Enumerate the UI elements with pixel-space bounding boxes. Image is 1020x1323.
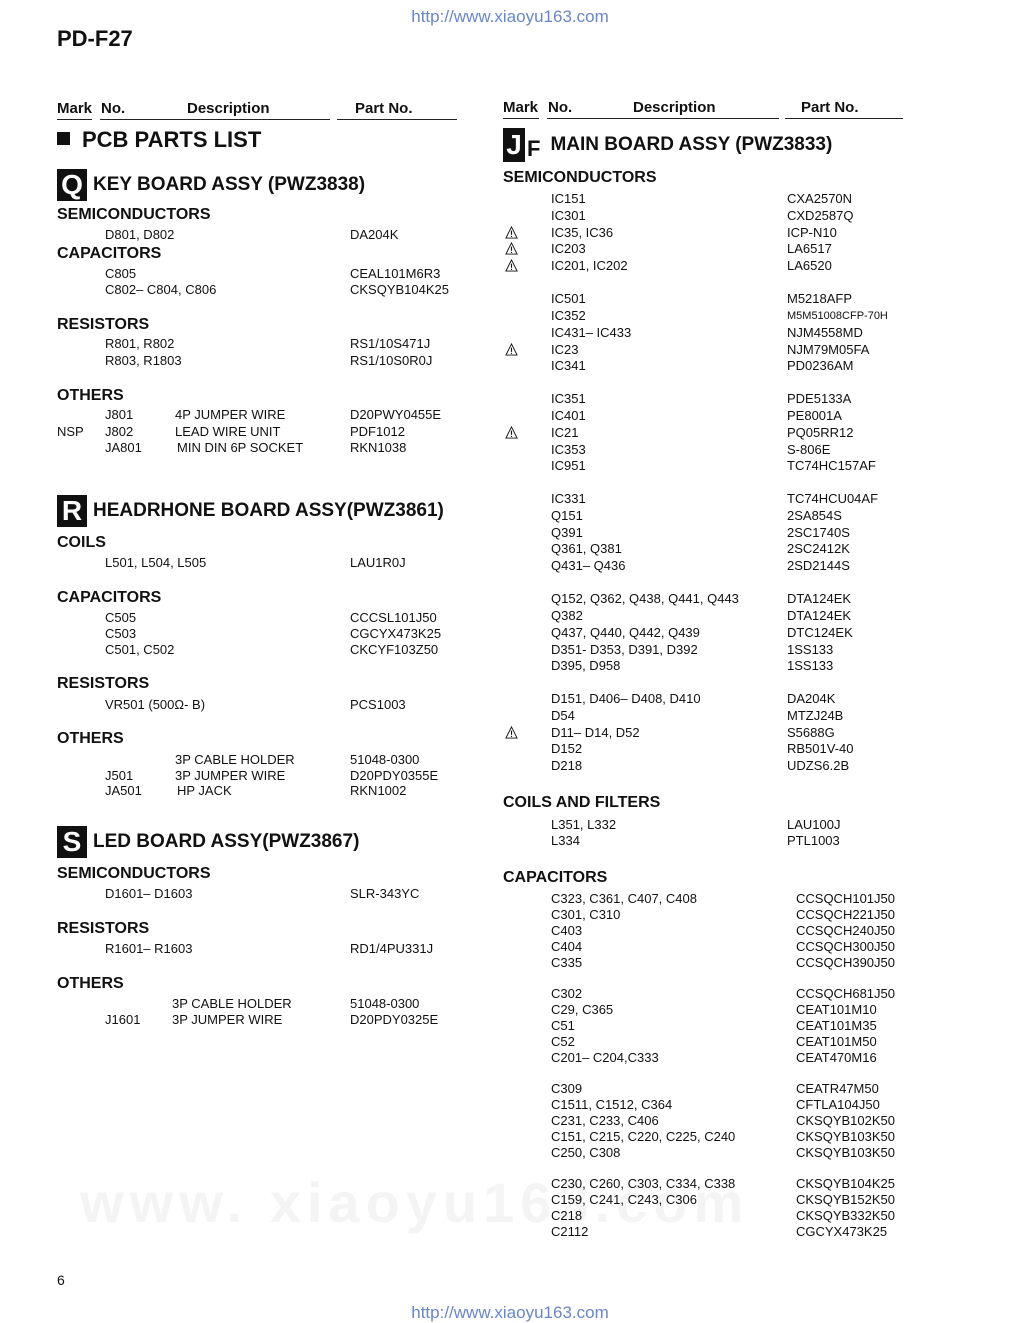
section-badge-s: S [57,826,87,858]
category-label: CAPACITORS [503,869,608,886]
part-no-ref: Q437, Q440, Q442, Q439 [551,625,700,640]
part-number: LAU1R0J [350,555,406,570]
category-label: RESISTORS [57,316,150,333]
part-number: PD0236AM [787,358,854,373]
part-number: PTL1003 [787,833,840,848]
category-label: CAPACITORS [57,589,162,606]
part-number: DTC124EK [787,625,853,640]
safety-warning-icon [505,726,518,739]
part-no-ref: D218 [551,758,583,773]
safety-warning-icon [505,426,518,439]
part-number: S5688G [787,725,835,740]
part-number: TC74HC157AF [787,458,876,473]
part-number: CEAT101M35 [796,1018,877,1033]
part-number: CCCSL101J50 [350,610,437,625]
part-number: CCSQCH240J50 [796,923,895,938]
part-number: RS1/10S0R0J [350,353,433,368]
part-number: DA204K [350,227,399,242]
col-no: No. [548,99,573,116]
part-number: LA6520 [787,258,832,273]
part-no-ref: IC151 [551,191,586,206]
col-description: Description [633,99,716,116]
page-title [57,127,261,153]
part-number: 1SS133 [787,658,834,673]
part-description: LEAD WIRE UNIT [175,424,281,439]
part-no-ref: JA501 [105,783,142,798]
category-label: RESISTORS [57,675,150,692]
part-no-ref: C29, C365 [551,1002,614,1017]
part-no-ref: IC201, IC202 [551,258,628,273]
header-underline [547,118,779,119]
category-label: COILS AND FILTERS [503,794,661,811]
part-number: RKN1002 [350,783,407,798]
header-underline [337,119,457,120]
part-no-ref: Q151 [551,508,583,523]
part-no-ref: R801, R802 [105,336,175,351]
part-no-ref: R1601– R1603 [105,941,193,956]
part-number: DTA124EK [787,591,852,606]
part-no-ref: Q391 [551,525,583,540]
part-no-ref: C2112 [551,1224,589,1239]
part-no-ref: IC203 [551,241,586,256]
part-no-ref: C231, C233, C406 [551,1113,659,1128]
col-mark: Mark [503,99,539,116]
part-number: D20PDY0355E [350,768,439,783]
part-no-ref: IC23 [551,342,579,357]
part-number: 2SC2412K [787,541,850,556]
part-number: PCS1003 [350,697,406,712]
category-label: OTHERS [57,975,124,992]
part-no-ref: D351- D353, D391, D392 [551,642,698,657]
part-no-ref: C503 [105,626,137,641]
part-no-ref: JA801 [105,440,142,455]
part-number: 2SD2144S [787,558,850,573]
part-number: 51048-0300 [350,752,420,767]
safety-warning-icon [505,259,518,272]
part-number: PDF1012 [350,424,405,439]
part-no-ref: C505 [105,610,137,625]
part-number: SLR-343YC [350,886,420,901]
part-number: M5218AFP [787,291,853,306]
part-no-ref: VR501 (500Ω- B) [105,697,206,712]
part-number: D20PWY0455E [350,407,442,422]
part-number: NJM79M05FA [787,342,870,357]
part-no-ref: C802– C804, C806 [105,282,217,297]
part-number: RD1/4PU331J [350,941,434,956]
part-no-ref: D801, D802 [105,227,175,242]
category-label: CAPACITORS [57,245,162,262]
part-number: CXA2570N [787,191,853,206]
part-mark: NSP [57,424,84,439]
headphone-board-title-text: HEADRHONE BOARD ASSY(PWZ3861) [93,500,444,521]
part-number: D20PDY0325E [350,1012,439,1027]
part-number: CCSQCH221J50 [796,907,895,922]
part-no-ref: IC341 [551,358,586,373]
part-no-ref: C52 [551,1034,575,1049]
category-label: SEMICONDUCTORS [503,169,657,186]
key-board-title [57,169,365,201]
header-underline [100,119,330,120]
part-number: PE8001A [787,408,842,423]
part-number: 2SA854S [787,508,842,523]
column-header-left [57,100,467,122]
part-no-ref: IC353 [551,442,586,457]
part-number: 2SC1740S [787,525,850,540]
part-number: NJM4558MD [787,325,863,340]
part-number: CCSQCH390J50 [796,955,895,970]
col-part-no: Part No. [801,99,859,116]
part-number: CCSQCH300J50 [796,939,895,954]
part-no-ref: IC951 [551,458,586,473]
part-no-ref: C302 [551,986,583,1001]
part-no-ref: D395, D958 [551,658,621,673]
safety-warning-icon [505,242,518,255]
page-title-text: PCB PARTS LIST [82,127,262,152]
safety-warning-icon [505,343,518,356]
category-label: OTHERS [57,387,124,404]
part-description: 3P JUMPER WIRE [175,768,286,783]
part-description: 3P CABLE HOLDER [172,996,292,1011]
safety-warning-icon [505,226,518,239]
part-number: DA204K [787,691,836,706]
part-no-ref: Q382 [551,608,583,623]
part-number: CKSQYB102K50 [796,1113,896,1128]
section-badge-r: R [57,495,87,527]
part-number: UDZS6.2B [787,758,850,773]
part-no-ref: IC401 [551,408,586,423]
badge-letter-f: F [527,136,541,161]
part-no-ref: J501 [105,768,134,783]
led-board-title-text: LED BOARD ASSY(PWZ3867) [93,831,360,852]
part-number: LA6517 [787,241,832,256]
part-no-ref: D151, D406– D408, D410 [551,691,701,706]
part-description: 3P CABLE HOLDER [175,752,295,767]
part-number: CCSQCH681J50 [796,986,895,1001]
part-no-ref: Q431– Q436 [551,558,626,573]
part-no-ref: C250, C308 [551,1145,621,1160]
part-number: CGCYX473K25 [796,1224,888,1239]
column-header-right [503,99,913,121]
part-number: PDE5133A [787,391,852,406]
part-no-ref: C403 [551,923,583,938]
col-part-no: Part No. [355,100,413,117]
part-no-ref: Q361, Q381 [551,541,622,556]
part-number: CKSQYB103K50 [796,1145,896,1160]
part-number: CEAT101M10 [796,1002,877,1017]
part-number: RS1/10S471J [350,336,431,351]
col-description: Description [187,100,270,117]
part-no-ref: C230, C260, C303, C334, C338 [551,1176,736,1191]
part-no-ref: R803, R1803 [105,353,182,368]
part-no-ref: D1601– D1603 [105,886,193,901]
part-no-ref: J802 [105,424,134,439]
section-badge-jf [503,128,540,162]
part-no-ref: IC501 [551,291,586,306]
key-board-title-text: KEY BOARD ASSY (PWZ3838) [93,174,366,195]
part-no-ref: C323, C361, C407, C408 [551,891,697,906]
part-no-ref: C201– C204,C333 [551,1050,659,1065]
part-number: CKSQYB104K25 [350,282,450,297]
category-label: OTHERS [57,730,124,747]
part-no-ref: D11– D14, D52 [551,725,640,740]
part-no-ref: Q152, Q362, Q438, Q441, Q443 [551,591,739,606]
part-no-ref: C1511, C1512, C364 [551,1097,673,1112]
part-number: TC74HCU04AF [787,491,879,506]
part-no-ref: L334 [551,833,580,848]
part-no-ref: IC331 [551,491,586,506]
part-number: CEATR47M50 [796,1081,879,1096]
part-number: ICP-N10 [787,225,837,240]
part-no-ref: IC431– IC433 [551,325,632,340]
category-label: RESISTORS [57,920,150,937]
part-number: CCSQCH101J50 [796,891,895,906]
header-underline [503,118,539,119]
part-number: PQ05RR12 [787,425,854,440]
part-description: MIN DIN 6P SOCKET [177,440,304,455]
part-no-ref: C805 [105,266,137,281]
part-no-ref: J801 [105,407,134,422]
part-number: 51048-0300 [350,996,420,1011]
part-number: CKCYF103Z50 [350,642,439,657]
part-no-ref: C309 [551,1081,583,1096]
led-board-title [57,826,359,858]
part-number: RKN1038 [350,440,407,455]
part-number: CEAT101M50 [796,1034,877,1049]
part-no-ref: C159, C241, C243, C306 [551,1192,697,1207]
part-description: HP JACK [177,783,232,798]
part-no-ref: IC21 [551,425,579,440]
header-underline [57,119,92,120]
part-no-ref: C501, C502 [105,642,175,657]
main-board-title-text: MAIN BOARD ASSY (PWZ3833) [550,134,833,155]
part-no-ref: C404 [551,939,583,954]
part-number: S-806E [787,442,831,457]
part-description: 4P JUMPER WIRE [175,407,286,422]
part-number: CXD2587Q [787,208,854,223]
part-no-ref: D54 [551,708,575,723]
square-bullet-icon [57,132,70,145]
header-underline [785,118,903,119]
part-number: CFTLA104J50 [796,1097,880,1112]
watermark-url-bottom: http://www.xiaoyu163.com [411,1303,609,1322]
headphone-board-title [57,495,444,527]
model-number: PD-F27 [57,26,133,51]
part-number: CEAL101M6R3 [350,266,441,281]
part-description: 3P JUMPER WIRE [172,1012,283,1027]
part-number: 1SS133 [787,642,834,657]
part-number: LAU100J [787,817,841,832]
part-no-ref: C301, C310 [551,907,621,922]
part-no-ref: IC352 [551,308,586,323]
category-label: SEMICONDUCTORS [57,865,211,882]
part-no-ref: IC35, IC36 [551,225,614,240]
part-number: CKSQYB103K50 [796,1129,896,1144]
col-no: No. [101,100,126,117]
part-no-ref: C151, C215, C220, C225, C240 [551,1129,736,1144]
part-no-ref: C335 [551,955,583,970]
section-badge-q: Q [57,169,87,201]
category-label: SEMICONDUCTORS [57,206,211,223]
part-number: CKSQYB332K50 [796,1208,896,1223]
part-number: CKSQYB152K50 [796,1192,896,1207]
part-no-ref: C51 [551,1018,575,1033]
col-mark: Mark [57,100,93,117]
part-no-ref: IC301 [551,208,586,223]
part-number: DTA124EK [787,608,852,623]
main-board-title [503,128,832,162]
part-no-ref: J1601 [105,1012,141,1027]
part-number: CEAT470M16 [796,1050,877,1065]
part-number: CKSQYB104K25 [796,1176,896,1191]
category-label: COILS [57,534,106,551]
part-no-ref: D152 [551,741,583,756]
part-no-ref: L351, L332 [551,817,617,832]
part-no-ref: L501, L504, L505 [105,555,207,570]
watermark-url-top: http://www.xiaoyu163.com [411,7,609,26]
part-no-ref: C218 [551,1208,583,1223]
part-no-ref: IC351 [551,391,586,406]
part-number: MTZJ24B [787,708,844,723]
page-number: 6 [57,1272,65,1288]
part-number: M5M51008CFP-70H [787,310,888,322]
part-number: CGCYX473K25 [350,626,442,641]
badge-letter-j: J [503,128,525,162]
part-number: RB501V-40 [787,741,854,756]
